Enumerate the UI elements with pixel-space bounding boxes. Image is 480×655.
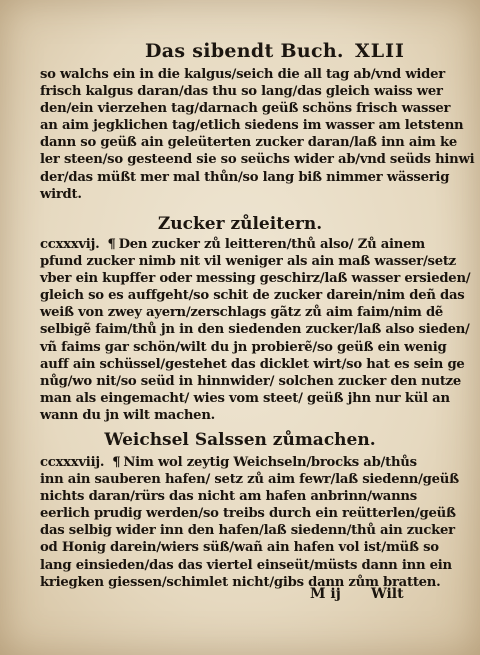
text-line: wirdt. [40, 186, 82, 202]
section-paragraph [40, 454, 459, 591]
catchword: Wilt [371, 586, 404, 602]
page-header [0, 40, 480, 64]
text-line [40, 236, 425, 253]
text-line: ler steen/so gesteend sie so seüchs wider ab/vnd seüds hinwi [40, 152, 475, 168]
text-line: dann so geüß ain geleüterten zucker daran/laß inn aim ke [40, 135, 457, 151]
text-line: der/das müßt mer mal thůn/so lang biß nimmer wässerig [40, 169, 450, 185]
section-number: ccxxxvij. [40, 237, 100, 252]
folio-number: XLII [355, 40, 405, 62]
pilcrow-mark: ¶ [112, 455, 121, 470]
text-line: lang einsieden/das das viertel einseüt/müsts dann inn ein [40, 557, 452, 573]
signature-mark: M ij [310, 586, 341, 602]
text-line: od Honig darein/wiers süß/wañ ain hafen vol ist/müß so [40, 540, 439, 556]
text-line: auff ain schüssel/gestehet das dicklet wirt/so hat es sein ge [40, 356, 465, 372]
text-line: frisch kalgus daran/das thu so lang/das gleich waiss wer [40, 84, 443, 100]
text-line: eerlich prudig werden/so treibs durch ein reütterlen/geüß [40, 506, 456, 522]
section-number: ccxxxviij. [40, 455, 105, 470]
intro-paragraph [40, 66, 475, 203]
section-heading: Weichsel Salssen zůmachen. [104, 430, 376, 450]
text-line: den/ein vierzehen tag/darnach geüß schöns frisch wasser [40, 101, 451, 117]
text-line: pfund zucker nimb nit vil weniger als ain maß wasser/setz [40, 254, 456, 270]
text-line: inn ain sauberen hafen/ setz zů aim fewr/laß siedenn/geüß [40, 472, 459, 488]
text-line: das selbig wider inn den hafen/laß siedenn/thů ain zucker [40, 523, 455, 539]
text-line: an aim jegklichen tag/etlich siedens im wasser am letstenn [40, 118, 464, 134]
text-line: nichts daran/rürs das nicht am hafen anbrinn/wanns [40, 489, 417, 505]
text-line: selbigẽ faim/thů jn in den siedenden zucker/laß also sieden/ [40, 322, 470, 338]
text-line: kriegken giessen/schimlet nicht/gibs dann zům bratten. [40, 574, 441, 590]
text-line: weiß von zwey ayern/zerschlags gãtz zů aim faim/nim dẽ [40, 305, 444, 321]
text-line [40, 454, 417, 471]
text-line: so walchs ein in die kalgus/seich die all tag ab/vnd wider [40, 67, 445, 82]
text-line: nůg/wo nit/so seüd in hinnwider/ solchen zucker den nutze [40, 373, 462, 389]
section-paragraph [40, 236, 471, 424]
text-run: Den zucker zů leitteren/thů also/ Zů ainem [118, 237, 425, 252]
text-run: Nim wol zeytig Weichseln/brocks ab/thůs [123, 455, 417, 470]
running-title: Das sibendt Buch. [145, 40, 344, 62]
text-line: vber ein kupffer oder messing geschirz/laß wasser ersieden/ [40, 271, 471, 287]
text-line: gleich so es auffgeht/so schit de zucker darein/nim deñ das [40, 288, 465, 304]
section-heading: Zucker zůleitern. [157, 214, 323, 234]
text-line: man als eingemacht/ wies vom steet/ geüß jhn nur kül an [40, 390, 450, 406]
text-line: wann du jn wilt machen. [40, 407, 216, 423]
pilcrow-mark: ¶ [107, 237, 116, 252]
text-line: vñ faims gar schön/wilt du jn probierẽ/so geüß ein wenig [40, 339, 447, 355]
